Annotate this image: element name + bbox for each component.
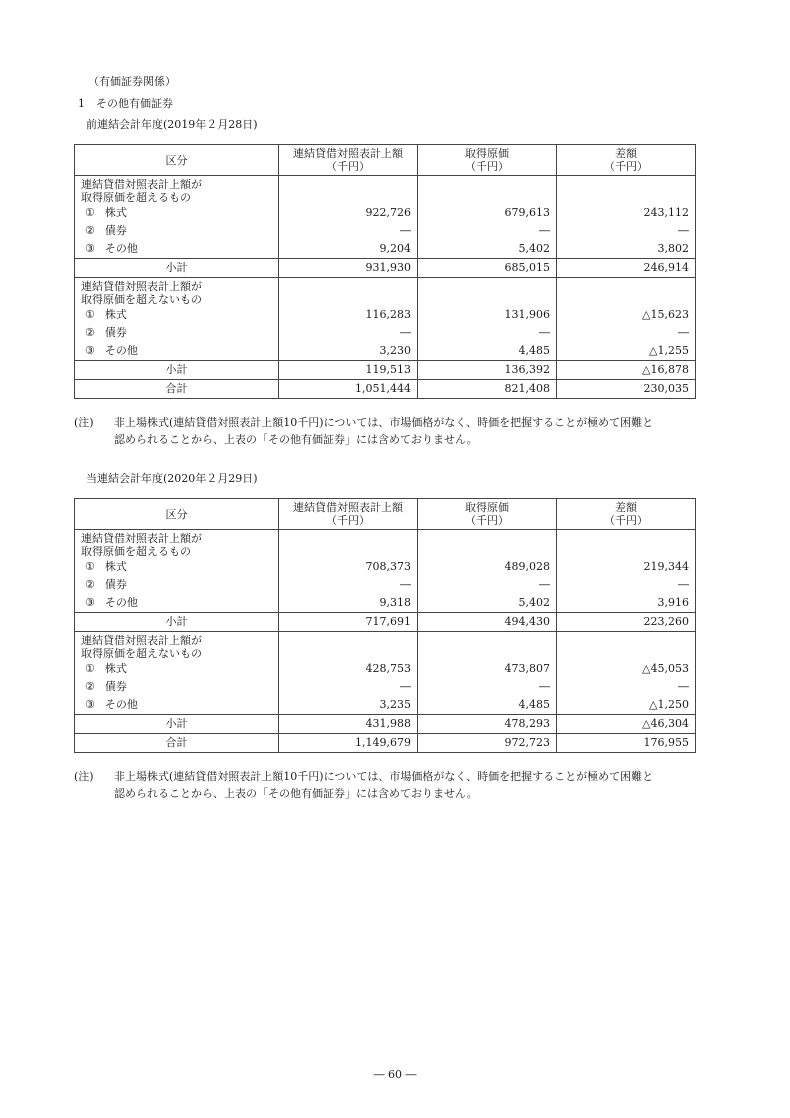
value-cell: 679,613 — [418, 204, 557, 222]
subtotal-cell: 494,430 — [418, 613, 557, 632]
subtotal-label: 小計 — [75, 613, 279, 632]
value-cell: △15,623 — [557, 306, 696, 324]
header-category: 区分 — [75, 499, 279, 530]
table-note-prior: (注) 非上場株式(連結貸借対照表計上額10千円)については、市場価格がなく、時価を把握することが極めて困難と 認められることから、上表の「その他有価証券」には含めておりません。 — [74, 416, 654, 446]
subtotal-cell: 717,691 — [279, 613, 418, 632]
value-cell: 3,916 — [557, 594, 696, 613]
subtotal-cell: 136,392 — [418, 361, 557, 380]
subtotal-cell: 478,293 — [418, 715, 557, 734]
value-cell: 3,235 — [279, 696, 418, 715]
item-heading: 1 その他有価証券 — [78, 97, 173, 110]
value-cell: 428,753 — [279, 660, 418, 678]
table-note-current: (注) 非上場株式(連結貸借対照表計上額10千円)については、市場価格がなく、時価を把握することが極めて困難と 認められることから、上表の「その他有価証券」には含めておりません。 — [74, 770, 654, 800]
subtotal-cell: 119,513 — [279, 361, 418, 380]
value-cell: 708,373 — [279, 558, 418, 576]
value-cell: ― — [418, 678, 557, 696]
total-cell: 972,723 — [418, 734, 557, 753]
group-category: 連結貸借対照表計上額が 取得原価を超えないもの — [75, 632, 279, 661]
header-difference: 差額 （千円） — [557, 499, 696, 530]
group-category: 連結貸借対照表計上額が 取得原価を超えないもの — [75, 278, 279, 307]
value-cell: △1,255 — [557, 342, 696, 361]
value-cell: ― — [557, 222, 696, 240]
subtotal-cell: △46,304 — [557, 715, 696, 734]
table-row: ① 株式 — [75, 306, 279, 324]
header-acquisition-cost: 取得原価 （千円） — [418, 499, 557, 530]
page-number: ― 60 ― — [373, 1068, 417, 1081]
table-row: ③ その他 — [75, 594, 279, 613]
subtotal-cell: 431,988 — [279, 715, 418, 734]
value-cell: ― — [279, 576, 418, 594]
total-label: 合計 — [75, 734, 279, 753]
value-cell: ― — [279, 324, 418, 342]
header-category: 区分 — [75, 145, 279, 176]
value-cell: ― — [557, 324, 696, 342]
table-row: ① 株式 — [75, 204, 279, 222]
value-cell: ― — [418, 222, 557, 240]
value-cell: 9,204 — [279, 240, 418, 259]
value-cell: 922,726 — [279, 204, 418, 222]
value-cell: 489,028 — [418, 558, 557, 576]
subtotal-cell: △16,878 — [557, 361, 696, 380]
subtotal-cell: 223,260 — [557, 613, 696, 632]
value-cell: ― — [418, 324, 557, 342]
table-row: ② 債券 — [75, 222, 279, 240]
value-cell: △45,053 — [557, 660, 696, 678]
value-cell: 131,906 — [418, 306, 557, 324]
value-cell: ― — [418, 576, 557, 594]
period-label-current: 当連結会計年度(2020年２月29日) — [86, 472, 258, 485]
value-cell: ― — [557, 678, 696, 696]
total-cell: 230,035 — [557, 380, 696, 399]
table-row: ③ その他 — [75, 240, 279, 259]
value-cell: ― — [279, 678, 418, 696]
subtotal-cell: 931,930 — [279, 259, 418, 278]
total-cell: 1,149,679 — [279, 734, 418, 753]
table-row: ③ その他 — [75, 696, 279, 715]
total-cell: 176,955 — [557, 734, 696, 753]
value-cell: 5,402 — [418, 594, 557, 613]
value-cell: 4,485 — [418, 342, 557, 361]
value-cell: 473,807 — [418, 660, 557, 678]
table-row: ③ その他 — [75, 342, 279, 361]
securities-table-prior — [74, 144, 696, 399]
total-label: 合計 — [75, 380, 279, 399]
value-cell: 116,283 — [279, 306, 418, 324]
subtotal-label: 小計 — [75, 361, 279, 380]
header-carrying-amount: 連結貸借対照表計上額 （千円） — [279, 499, 418, 530]
subtotal-label: 小計 — [75, 715, 279, 734]
subtotal-cell: 685,015 — [418, 259, 557, 278]
value-cell: 219,344 — [557, 558, 696, 576]
table-row: ② 債券 — [75, 324, 279, 342]
securities-table-current — [74, 498, 696, 753]
total-cell: 821,408 — [418, 380, 557, 399]
table-row: ① 株式 — [75, 558, 279, 576]
table-row: ② 債券 — [75, 576, 279, 594]
value-cell: 9,318 — [279, 594, 418, 613]
header-carrying-amount: 連結貸借対照表計上額 （千円） — [279, 145, 418, 176]
value-cell: 3,230 — [279, 342, 418, 361]
group-category: 連結貸借対照表計上額が 取得原価を超えるもの — [75, 176, 279, 205]
total-cell: 1,051,444 — [279, 380, 418, 399]
group-category: 連結貸借対照表計上額が 取得原価を超えるもの — [75, 530, 279, 559]
value-cell: △1,250 — [557, 696, 696, 715]
subtotal-label: 小計 — [75, 259, 279, 278]
value-cell: 243,112 — [557, 204, 696, 222]
value-cell: ― — [279, 222, 418, 240]
header-acquisition-cost: 取得原価 （千円） — [418, 145, 557, 176]
table-row: ② 債券 — [75, 678, 279, 696]
value-cell: 4,485 — [418, 696, 557, 715]
section-heading: （有価証券関係） — [88, 75, 176, 88]
table-row: ① 株式 — [75, 660, 279, 678]
value-cell: 3,802 — [557, 240, 696, 259]
period-label-prior: 前連結会計年度(2019年２月28日) — [86, 118, 258, 131]
subtotal-cell: 246,914 — [557, 259, 696, 278]
value-cell: ― — [557, 576, 696, 594]
header-difference: 差額 （千円） — [557, 145, 696, 176]
value-cell: 5,402 — [418, 240, 557, 259]
